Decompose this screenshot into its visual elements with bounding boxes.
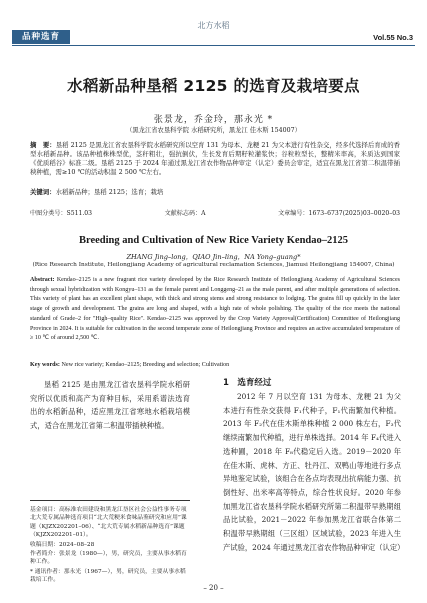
abstract-cn-label: 摘 要：: [30, 141, 56, 149]
abstract-en-text: Kendao–2125 is a new fragrant rice variety developed by the Rice Research Institute of Heilongjiang Academy of Agricultural Sciences through sexual hybridization with Kongyu–131 as the female parent and Longgeng–21 as the male parent, and after multiple generations of selection. This variety of plant has an excellent plant shape, with thick and strong stems and strong resistance to lodging. The grains fill up quickly in the later stage of growth and development. The grains are long and shaped, with a high rate of whole polishing. The quality of the rice meets the national standard of Grade–2 for "High–quality Rice". Kendao–2125 was approved by the Crop Variety Approval(Certification) Committee of Heilongjiang Province in 2024. It is suitable for cultivation in the second temperate zone of Heilongjiang Province and requires an active accumulated temperature of ≥ 10 ℃ of around 2,500 ℃.: [30, 277, 400, 342]
authors-cn: 张景龙，乔金玲，那永光 *: [153, 115, 274, 125]
keywords-cn: [30, 187, 400, 196]
journal-name: 北方水稻: [197, 21, 230, 30]
intro-paragraph: 垦稻 2125 是由黑龙江省农垦科学院水稻研究所以优质和高产为育种目标，采用系谱法选育出的水稻新品种，适应黑龙江省寒地水稻栽培模式，适合在黑龙江省第二积温带插秧种植。: [30, 380, 190, 431]
keywords-en: [30, 362, 400, 368]
section-1: [223, 376, 405, 554]
footnote-received: 收稿日期：2024–08–28: [30, 541, 95, 548]
paper-title-en: Breeding and Cultivation of New Rice Variety Kendao–2125: [78, 235, 349, 246]
affiliation-cn: （黑龙江省农垦科学院 水稻研究所，黑龙江 佳木斯 154007）: [126, 127, 301, 134]
section-1-body: 2012 年 7 月以空育 131 为母本、龙粳 21 为父本进行有性杂交获得 F₁代种子，F₁代南繁加代种植。2013 年 F₂代在佳木斯单株种植 2 000 株左右，F₃代继续南繁加代种植，进行单株选择。2014 年 F₄代进入选种圃，2018 年 F₈代稳定后入选。2019－2020 年在佳木斯、虎林、方正、牡丹江、双鸭山等地进行多点异地鉴定试验，该组合在各点均表现出抗病能力强、抗倒性好、出米率高等特点，综合性状良好。2020 年参加黑龙江省农垦科学院水稻研究所第二积温带早熟期组品比试验，2021－2022 年参加黑龙江省联合体第二积温带早熟期组（三区组）区域试验，2023 年进入生产试验，2024 年通过黑龙江省农作物品种审定（认定）: [223, 392, 405, 552]
keywords-en-label: Key words:: [30, 362, 60, 368]
article-id: 文章编号：1673–6737(2025)03–0020–03: [278, 210, 400, 217]
volume-issue: Vol.55 No.3: [373, 33, 413, 42]
clc-number: 中图分类号：S511.03: [30, 210, 93, 217]
classification-row: [30, 208, 400, 217]
abstract-en: [30, 276, 400, 344]
document-code: 文献标志码：A: [164, 210, 206, 217]
keywords-cn-text: 水稻新品种；垦稻 2125；选育；栽培: [55, 188, 164, 196]
footnote-author-bio: 作者简介：张景龙（1980—），男，研究员，主要从事水稻育种工作。: [30, 551, 187, 566]
keywords-en-text: New rice variety; Kendao–2125; Breeding and selection; Cultivation: [61, 362, 230, 368]
abstract-cn: [30, 141, 400, 177]
abstract-en-label: Abstract:: [30, 277, 55, 283]
keywords-cn-label: 关键词：: [30, 188, 56, 196]
authors-en: ZHANG Jing–long，QIAO Jin–ling，NA Yong–guang*: [126, 253, 301, 261]
footnotes: [30, 506, 190, 586]
section-1-heading: 1 选育经过: [223, 378, 272, 388]
page-number: – 20 –: [203, 584, 224, 592]
section-category-label: 品种选育: [12, 30, 70, 44]
abstract-cn-text: 垦稻 2125 是黑龙江省农垦科学院水稻研究所以空育 131 为母本、龙粳 21 为父本进行有性杂交，经多代选择后育成的香型水稻新品种。该品种植株株型优，茎秆粗壮，强抗倒伏，生长发育后期籽粒灌浆快；谷粒粒型长，整精米率高，米质达到国家《优质稻谷》标准二级。垦稻 2125 于 2024 年通过黑龙江省农作物品种审定（认定）委员会审定，适宜在黑龙江省第二积温带插秧种植，需≥10 ℃的活动积温 2 500 ℃左右。: [30, 141, 401, 176]
footnote-rule: [30, 500, 190, 501]
header-rule: [12, 45, 415, 46]
affiliation-en: (Rice Research Institute, Heilongjiang Academy of agricultural reclamation Sciences, Jiamusi Heilongjiang 154007, China): [32, 262, 395, 268]
footnote-corresponding: * 通讯作者：那永光（1967—），男，研究员，主要从事水稻栽培工作。: [30, 568, 186, 584]
footnote-funding: 基金项目：高标准农田建设和黑龙江垦区社会公益性事务专项北大荒专属品种选育项目“北大荒粳米食味品鉴研究和应用”课题（KJZX202201–06）、“北大荒专属水稻新品种选育”课题（KJZX202201–01）。: [30, 507, 187, 539]
paper-title-cn: 水稻新品种垦稻 2125 的选育及栽培要点: [67, 77, 360, 95]
